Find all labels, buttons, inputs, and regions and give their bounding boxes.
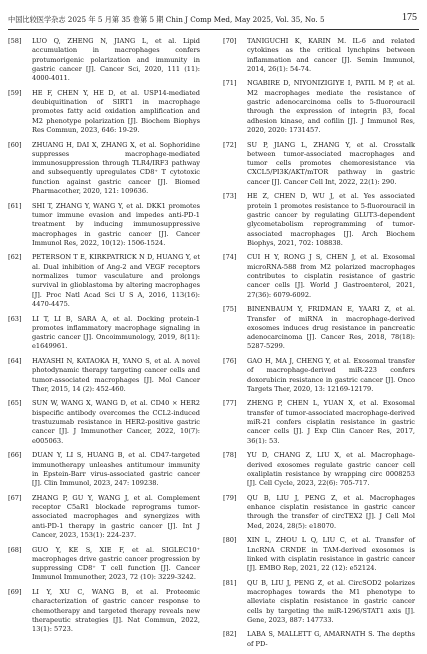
reference-text: QU B, LIU J, PENG Z, et al. Macrophages enhance cisplatin resistance in gastric cancer through the transfer of circTEX2 [J]. J Cell Mol Med, 2024, 28(5): e18070.: [247, 493, 415, 530]
reference-entry: [223, 141, 415, 187]
reference-number: [65]: [8, 399, 22, 408]
reference-text: YU D, CHANG Z, LIU X, et al. Macrophage-derived exosomes regulate gastric cancer cell oxaliplatin resistance by wrapping circ 0008253 [J]. Cell Cycle, 2023, 22(6): 705-717.: [247, 451, 415, 488]
reference-entry: [8, 357, 200, 394]
reference-number: [73]: [223, 192, 237, 201]
reference-entry: [8, 588, 200, 634]
page-number: 175: [402, 12, 417, 23]
reference-entry: [223, 579, 415, 625]
journal-citation-line: 中国比较医学杂志 2025 年 5 月第 35 卷第 5 期 Chin J Comp Med, May 2025, Vol. 35, No. 5: [8, 15, 325, 24]
reference-number: [59]: [8, 88, 22, 97]
reference-text: ZHANG P, GU Y, WANG J, et al. Complement receptor C5aR1 blockade reprograms tumor-associated macrophages and synergizes with anti-PD-1 therapy in gastric cancer [J]. Int J Cancer, 2023, 153(1): 224-237.: [32, 493, 200, 539]
reference-text: SUN W, WANG X, WANG D, et al. CD40 × HER2 bispecific antibody overcomes the CCL2-induced trastuzumab resistance in HER2-positive gastric cancer [J]. J Immunother Cancer, 2022, 10(7): e005063.: [32, 399, 200, 445]
reference-entry: [223, 399, 415, 445]
reference-number: [80]: [223, 536, 237, 545]
running-header: [8, 13, 419, 30]
reference-text: QU B, LIU J, PENG Z, et al. CircSOD2 polarizes macrophages towards the M1 phenotype to alleviate cisplatin resistance in gastric cancer cells by targeting the miR-1296/STAT1 axis [J]. Gene, 2023, 887: 147733.: [247, 578, 415, 624]
reference-text: HE F, CHEN Y, HE D, et al. USP14-mediated deubiquitination of SIRT1 in macrophage promotes fatty acid oxidation amplification and M2 phenotype polarization [J]. Biochem Biophys Res Commun, 2023, 646: 19-29.: [32, 88, 200, 134]
reference-entry: [223, 253, 415, 299]
reference-entry: [223, 494, 415, 531]
reference-number: [76]: [223, 356, 237, 365]
reference-text: SU P, JIANG L, ZHANG Y, et al. Crosstalk between tumor-associated macrophages and tumor cells promotes chemoresistance via CXCL5/PI3K/AKT/mTOR pathway in gastric cancer [J]. Cancer Cell Int, 2022, 22(1): 290.: [247, 140, 415, 186]
reference-entry: [8, 141, 200, 197]
reference-entry: [223, 192, 415, 248]
reference-entry: [223, 37, 415, 74]
reference-number: [60]: [8, 140, 22, 149]
reference-text: ZHUANG H, DAI X, ZHANG X, et al. Sophoridine suppresses macrophage-mediated immunosuppression through TLR4/IRF3 pathway and subsequently upregulates CD8⁺ T cytotoxic function against gastric cancer [J]. Biomed Pharmacother, 2020, 121: 109636.: [32, 140, 200, 196]
reference-number: [66]: [8, 451, 22, 460]
reference-number: [69]: [8, 588, 22, 596]
reference-text: HE Z, CHEN D, WU J, et al. Yes associated protein 1 promotes resistance to 5-fluorouracil in gastric cancer by regulating GLUT3-dependent glycometabolism reprogramming of tumor-associated macrophages [J]. Arch Biochem Biophys, 2021, 702: 108838.: [247, 192, 415, 247]
reference-text: NGABIRE D, NIYONIZIGIYE I, PATIL M P, et al. M2 macrophages mediate the resistance of gastric adenocarcinoma cells to 5-fluorouracil through the expression of integrin β3, focal adhesion kinase, and cofilin [J]. J Immunol Res, 2020, 2020: 1731457.: [247, 79, 415, 134]
reference-number: [61]: [8, 201, 22, 210]
reference-number: [77]: [223, 399, 237, 408]
reference-number: [70]: [223, 37, 237, 45]
reference-number: [75]: [223, 305, 237, 314]
reference-number: [82]: [223, 630, 237, 639]
reference-number: [81]: [223, 578, 237, 587]
reference-number: [58]: [8, 37, 22, 45]
reference-number: [63]: [8, 314, 22, 323]
reference-column-left: [8, 37, 200, 640]
reference-entry: [8, 253, 200, 309]
reference-number: [67]: [8, 493, 22, 502]
reference-entry: [223, 305, 415, 351]
reference-entry: [8, 89, 200, 135]
reference-entry: [8, 451, 200, 488]
reference-number: [64]: [8, 356, 22, 365]
reference-entry: [8, 37, 200, 83]
reference-entry: [223, 79, 415, 135]
reference-number: [72]: [223, 140, 237, 149]
reference-text: XIN L, ZHOU L Q, LIU C, et al. Transfer of LncRNA CRNDE in TAM-derived exosomes is linked with cisplatin resistance in gastric cancer [J]. EMBO Rep, 2021, 22 (12): e52124.: [247, 536, 415, 573]
reference-text: DUAN Y, LI S, HUANG B, et al. CD47-targeted immunotherapy unleashes antitumour immunity in Epstein-Barr virus-associated gastric cancer [J]. Clin Immunol, 2023, 247: 109238.: [32, 451, 200, 488]
reference-text: GUO Y, KE S, XIE F, et al. SIGLEC10⁺ macrophages drive gastric cancer progression by suppressing CD8⁺ T cell function [J]. Cancer Immunol Immunother, 2023, 72 (10): 3229-3242.: [32, 545, 200, 582]
reference-column-right: [223, 37, 415, 654]
reference-entry: [8, 202, 200, 248]
reference-entry: [223, 630, 415, 649]
reference-text: PETERSON T E, KIRKPATRICK N D, HUANG Y, et al. Dual inhibition of Ang-2 and VEGF receptors normalizes tumor vasculature and prolongs survival in glioblastoma by altering macrophages [J]. Proc Natl Acad Sci U S A, 2016, 113(16): 4470-4475.: [32, 253, 200, 308]
reference-text: HAYASHI N, KATAOKA H, YANO S, et al. A novel photodynamic therapy targeting cancer cells and tumor-associated macrophages [J]. Mol Cancer Ther, 2015, 14 (2): 452-460.: [32, 356, 200, 393]
reference-entry: [223, 357, 415, 394]
reference-number: [74]: [223, 253, 237, 262]
reference-number: [62]: [8, 253, 22, 262]
reference-entry: [8, 315, 200, 352]
reference-text: LI Y, XU C, WANG B, et al. Proteomic characterization of gastric cancer response to chemotherapy and targeted therapy reveals new therapeutic strategies [J]. Nat Commun, 2022, 13(1): 5723.: [32, 588, 200, 634]
reference-text: LI T, LI B, SARA A, et al. Docking protein-1 promotes inflammatory macrophage signaling in gastric cancer [J]. Oncoimmunology, 2019, 8(11): e1649961.: [32, 314, 200, 351]
reference-text: BINENBAUM Y, FRIDMAN E, YAARI Z, et al. Transfer of miRNA in macrophage-derived exosomes induces drug resistance in pancreatic adenocarcinoma [J]. Cancer Res, 2018, 78(18): 5287-5299.: [247, 305, 415, 351]
reference-entry: [8, 399, 200, 445]
reference-number: [71]: [223, 79, 237, 88]
reference-entry: [8, 546, 200, 583]
reference-text: LUO Q, ZHENG N, JIANG L, et al. Lipid accumulation in macrophages confers protumorigenic polarization and immunity in gastric cancer [J]. Cancer Sci, 2020, 111 (11): 4000-4011.: [32, 37, 200, 83]
reference-number: [79]: [223, 493, 237, 502]
reference-text: TANIGUCHI K, KARIN M. IL-6 and related cytokines as the critical lynchpins between inflammation and cancer [J]. Semin Immunol, 2014, 26(1): 54-74.: [247, 37, 415, 73]
reference-text: ZHENG P, CHEN L, YUAN X, et al. Exosomal transfer of tumor-associated macrophage-derived miR-21 confers cisplatin resistance in gastric cancer cells [J]. J Exp Clin Cancer Res, 2017, 36(1): 53.: [247, 399, 415, 445]
reference-number: [78]: [223, 451, 237, 460]
reference-number: [68]: [8, 545, 22, 554]
reference-text: GAO H, MA J, CHENG Y, et al. Exosomal transfer of macrophage-derived miR-223 confers doxorubicin resistance in gastric cancer [J]. Onco Targets Ther, 2020, 13: 12169-12179.: [247, 356, 415, 393]
reference-entry: [223, 451, 415, 488]
reference-entry: [223, 536, 415, 573]
reference-text: CUI H Y, RONG J S, CHEN J, et al. Exosomal microRNA-588 from M2 polarized macrophages contributes to cisplatin resistance of gastric cancer cells [J]. World J Gastroenterol, 2021, 27(36): 6079-6092.: [247, 253, 415, 299]
reference-text: LABA S, MALLETT G, AMARNATH S. The depths of PD-: [247, 630, 415, 648]
reference-text: SHI T, ZHANG Y, WANG Y, et al. DKK1 promotes tumor immune evasion and impedes anti-PD-1 treatment by inducing immunosuppressive macrophages in gastric cancer [J]. Cancer Immunol Res, 2022, 10(12): 1506-1524.: [32, 201, 200, 247]
reference-entry: [8, 494, 200, 540]
